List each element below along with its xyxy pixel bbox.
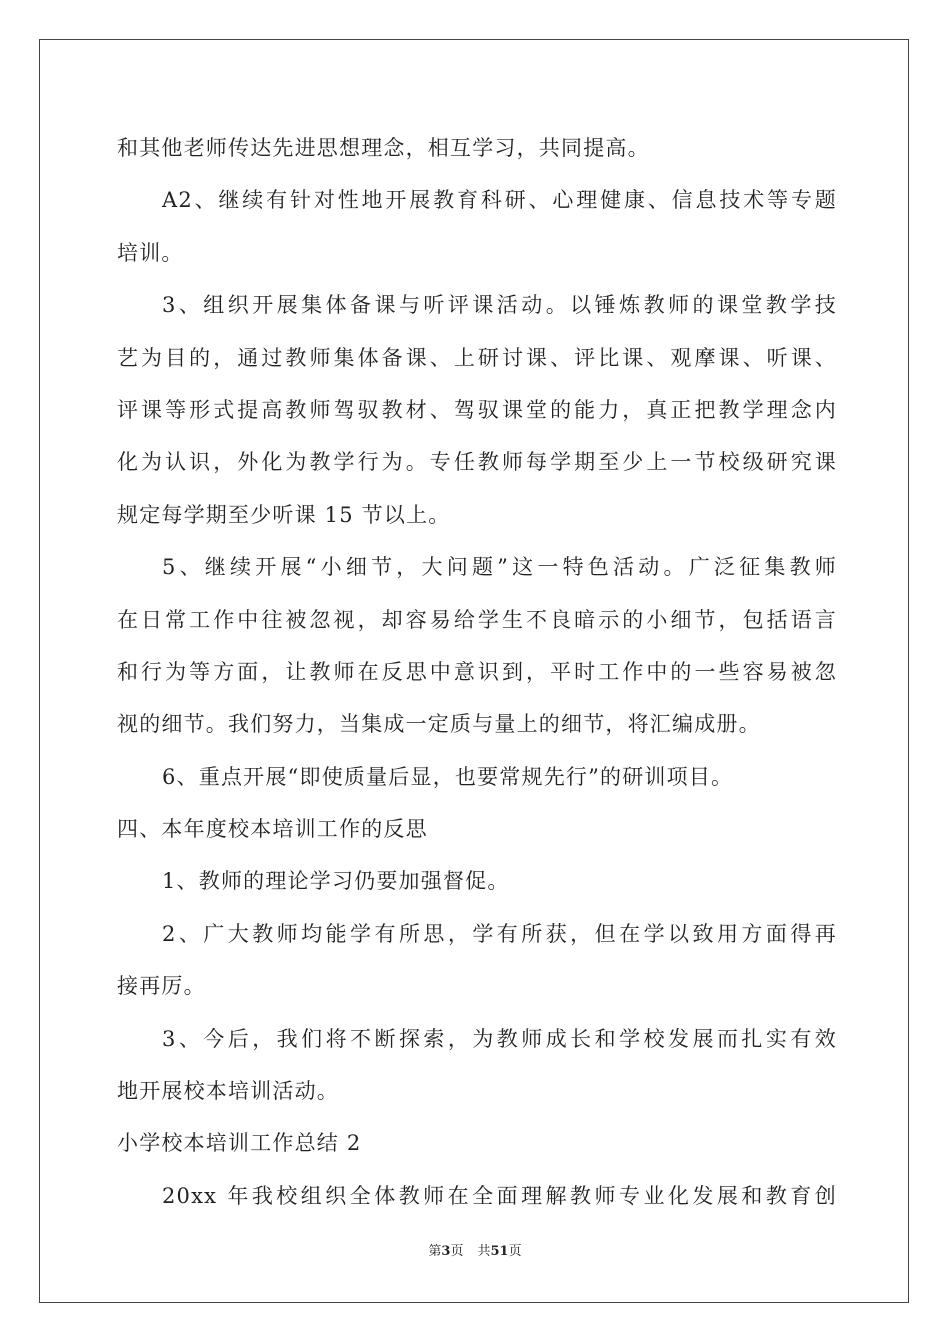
text-line: 6、重点开展“即使质量后显，也要常规先行”的研训项目。 — [162, 764, 734, 789]
text-line: 20xx 年我校组织全体教师在全面理解教师专业化发展和教育创 — [162, 1183, 837, 1208]
text-line: 小学校本培训工作总结 2 — [117, 1131, 362, 1156]
text-line: A2、继续有针对性地开展教育科研、心理健康、信息技术等专题 — [162, 188, 837, 213]
text-line: 3、今后，我们将不断探索，为教师成长和学校发展而扎实有效 — [162, 1026, 837, 1051]
text-line: 5、继续开展“小细节，大问题”这一特色活动。广泛征集教师 — [162, 555, 837, 580]
footer-total-prefix: 共 — [477, 1244, 491, 1259]
text-line: 视的细节。我们努力，当集成一定质与量上的细节，将汇编成册。 — [117, 712, 761, 737]
text-line: 在日常工作中往被忽视，却容易给学生不良暗示的小细节，包括语言 — [117, 607, 837, 632]
text-line: 培训。 — [117, 240, 184, 265]
text-line: 和行为等方面，让教师在反思中意识到，平时工作中的一些容易被忽 — [117, 659, 837, 684]
document-body — [117, 122, 837, 1222]
page-footer — [0, 1244, 950, 1260]
footer-total-suffix: 页 — [508, 1244, 522, 1259]
text-line: 艺为目的，通过教师集体备课、上研讨课、评比课、观摩课、听课、 — [117, 345, 837, 370]
text-line: 四、本年度校本培训工作的反思 — [117, 817, 428, 842]
text-line: 接再厉。 — [117, 974, 206, 999]
text-line: 评课等形式提高教师驾驭教材、驾驭课堂的能力，真正把教学理念内 — [117, 397, 837, 422]
text-line: 3、组织开展集体备课与听评课活动。以锤炼教师的课堂教学技 — [162, 293, 837, 318]
footer-page-prefix: 第 — [428, 1244, 442, 1259]
text-line: 规定每学期至少听课 15 节以上。 — [117, 502, 451, 527]
footer-page-number: 3 — [441, 1244, 451, 1259]
text-line: 化为认识，外化为教学行为。专任教师每学期至少上一节校级研究课 — [117, 450, 837, 475]
text-line: 和其他老师传达先进思想理念，相互学习，共同提高。 — [117, 136, 650, 160]
text-line: 地开展校本培训活动。 — [117, 1079, 339, 1104]
text-line: 2、广大教师均能学有所思，学有所获，但在学以致用方面得再 — [162, 921, 837, 946]
footer-page-suffix: 页 — [450, 1244, 464, 1259]
text-line: 1、教师的理论学习仍要加强督促。 — [162, 869, 510, 894]
footer-total-pages: 51 — [490, 1244, 509, 1259]
